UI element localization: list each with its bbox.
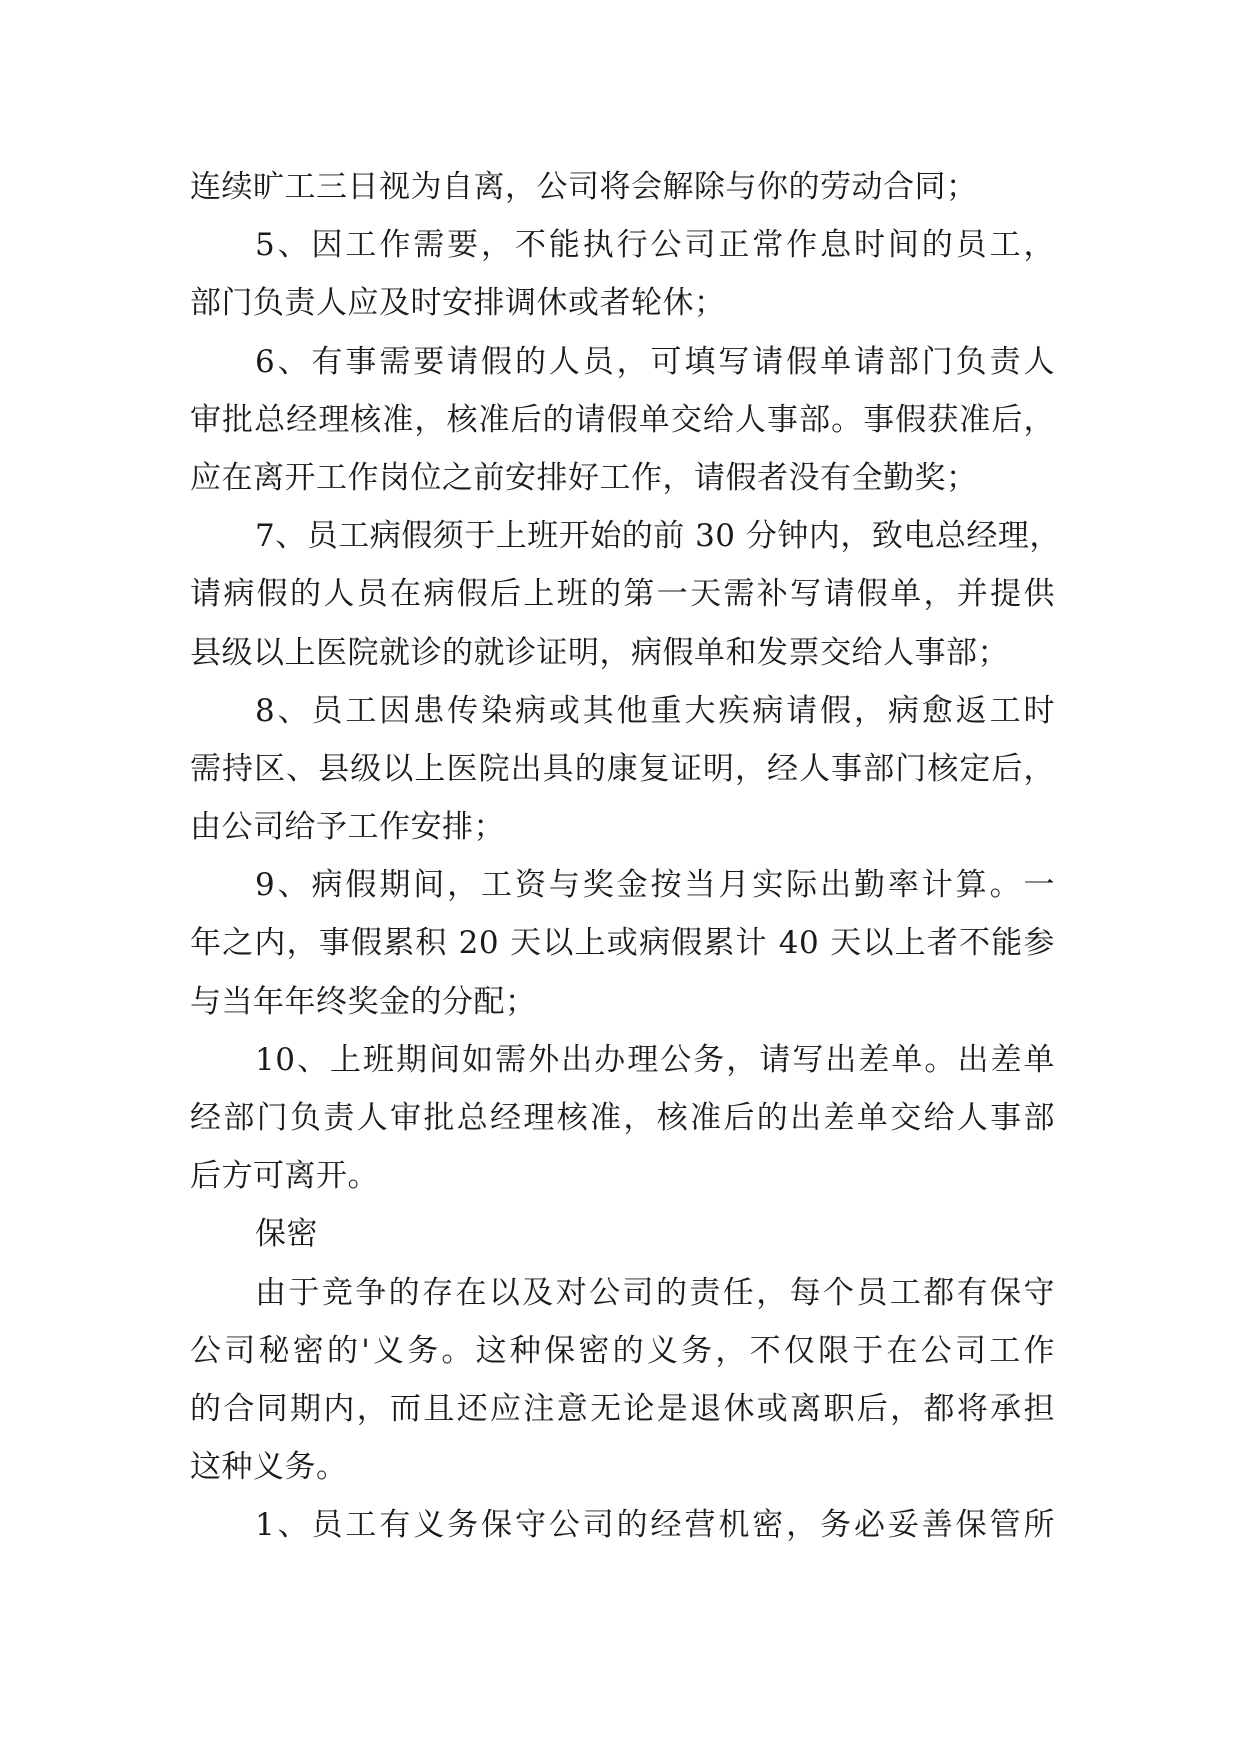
- text-line: 这种义务。: [190, 1449, 348, 1486]
- text-line: 9、病假期间，工资与奖金按当月实际出勤率计算。一: [255, 867, 1055, 904]
- text-line: 10、上班期间如需外出办理公务，请写出差单。出差单: [255, 1041, 1055, 1078]
- text-line: 由于竞争的存在以及对公司的责任，每个员工都有保守: [255, 1274, 1055, 1311]
- text-line: 7、员工病假须于上班开始的前 30 分钟内，致电总经理，: [255, 518, 1061, 555]
- text-line: 与当年年终奖金的分配；: [190, 983, 537, 1020]
- text-line: 审批总经理核准，核准后的请假单交给人事部。事假获准后，: [190, 401, 1055, 438]
- text-line: 后方可离开。: [190, 1158, 379, 1195]
- text-line: 6、有事需要请假的人员，可填写请假单请部门负责人: [255, 343, 1055, 380]
- text-line: 县级以上医院就诊的就诊证明，病假单和发票交给人事部；: [190, 634, 1009, 671]
- text-line: 部门负责人应及时安排调休或者轮休；: [190, 285, 726, 322]
- text-line: 5、因工作需要，不能执行公司正常作息时间的员工，: [255, 227, 1055, 264]
- text-line: 需持区、县级以上医院出具的康复证明，经人事部门核定后，: [190, 750, 1055, 787]
- text-line: 年之内，事假累积 20 天以上或病假累计 40 天以上者不能参: [190, 925, 1055, 962]
- text-line: 连续旷工三日视为自离，公司将会解除与你的劳动合同；: [190, 169, 978, 205]
- text-line: 经部门负责人审批总经理核准，核准后的出差单交给人事部: [190, 1100, 1055, 1136]
- text-line: 1、员工有义务保守公司的经营机密，务必妥善保管所: [255, 1507, 1055, 1544]
- text-line: 应在离开工作岗位之前安排好工作，请假者没有全勤奖；: [190, 459, 978, 496]
- text-line: 8、员工因患传染病或其他重大疾病请假，病愈返工时: [255, 692, 1055, 729]
- text-line: 公司秘密的'义务。这种保密的义务，不仅限于在公司工作: [190, 1332, 1055, 1369]
- text-line: 请病假的人员在病假后上班的第一天需补写请假单，并提供: [190, 576, 1055, 613]
- document-body: [190, 158, 1061, 1555]
- text-line: 的合同期内，而且还应注意无论是退休或离职后，都将承担: [190, 1390, 1055, 1427]
- text-line: 保密: [255, 1216, 318, 1253]
- text-line: 由公司给予工作安排；: [190, 809, 505, 846]
